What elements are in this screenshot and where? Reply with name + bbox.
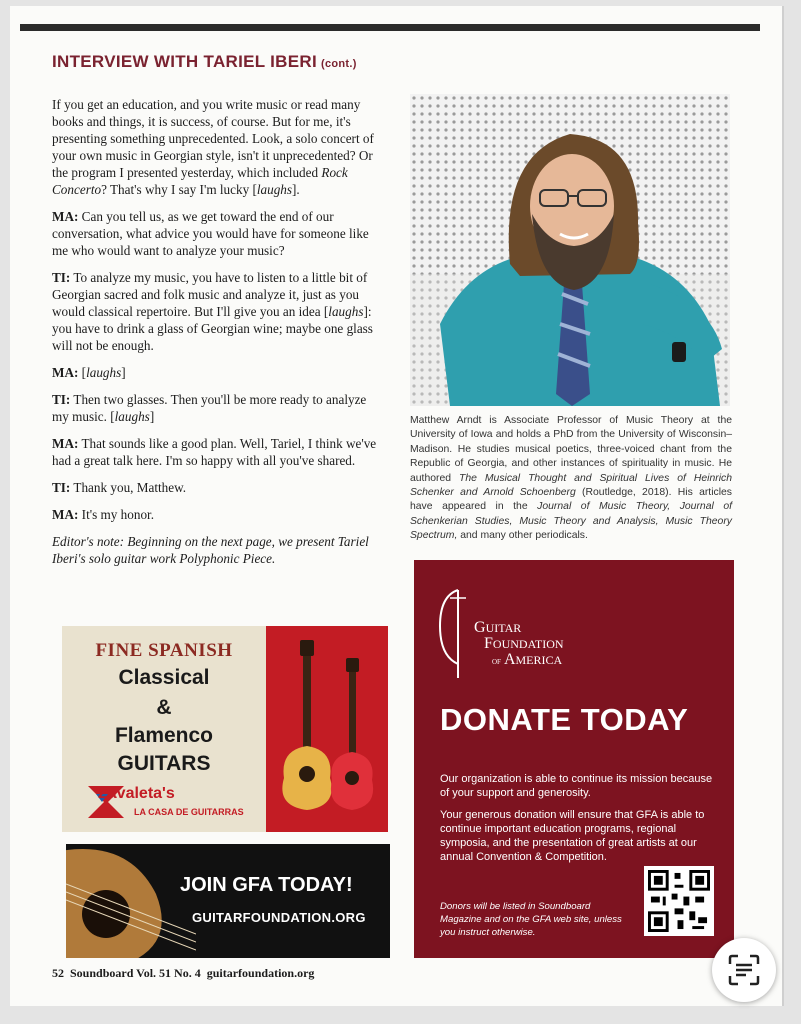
donate-note: Donors will be listed in Soundboard Magazine and on the GFA web site, unless you instruct otherwise.	[440, 901, 622, 938]
author-photo	[410, 94, 730, 406]
donate-paragraph-1: Our organization is able to continue its mission because of your support and generosity.	[440, 773, 713, 799]
gfa-wordmark: GUITAR FOUNDATION OF AMERICA	[474, 619, 564, 668]
article-paragraph: If you get an education, and you write music or read many books and things, it is success, of course. But for me, it's presenting something unprecedented. Look, a solo concert of your own music in Georgian style, isn't it unprecedented? Or the program I presented yesterday, which included Rock Concerto? That's why I say I'm lucky [laughs].	[52, 97, 374, 197]
article-paragraph: MA: It's my honor.	[52, 507, 155, 522]
ad-brand: Zavaleta's	[98, 785, 175, 802]
ad-text-panel	[62, 626, 266, 832]
article-paragraph: MA: [laughs]	[52, 365, 126, 380]
title-text: INTERVIEW WITH TARIEL IBERI	[52, 52, 317, 71]
page-title	[52, 52, 357, 72]
guitar-shop-ad[interactable]	[62, 626, 388, 832]
ad-brand-sub: LA CASA DE GUITARRAS	[134, 807, 244, 817]
text-scan-icon	[712, 938, 776, 1002]
donate-headline[interactable]: DONATE TODAY	[440, 702, 689, 737]
ad-ampersand: &	[156, 696, 172, 719]
article-paragraph: TI: Then two glasses. Then you'll be more ready to analyze my music. [laughs]	[52, 392, 367, 424]
ad-guitars: GUITARS	[117, 752, 211, 775]
page-footer: 52 Soundboard Vol. 51 No. 4 guitarfoundation.org	[52, 966, 315, 980]
donate-paragraph-2: Your generous donation will ensure that GFA is able to continue important education programs, regional symposia, and the presentation of great artists at our annual Convention & Competition.	[440, 809, 705, 863]
author-caption: Matthew Arndt is Associate Professor of Music Theory at the University of Iowa and holds a PhD from the University of Wisconsin–Madison. He studies musical poetics, three-voiced chant from the Republic of Georgia, and other instances of spirituality in music. He authored The Musical Thought and Spiritual Lives of Heinrich Schenker and Arnold Schoenberg (Routledge, 2018). His articles have appeared in the Journal of Music Theory, Journal of Schenkerian Studies, Music Theory and Analysis, Music Theory Spectrum, and many other periodicals.	[410, 415, 732, 542]
join-headline: JOIN GFA TODAY!	[180, 874, 353, 896]
editor-note: Editor's note: Beginning on the next page, we present Tariel Iberi's solo guitar work Polyphonic Piece.	[52, 534, 369, 566]
text-scan-button[interactable]	[712, 938, 776, 1002]
title-cont: (cont.)	[321, 58, 357, 70]
ad-classical: Classical	[118, 666, 210, 689]
ad-flamenco: Flamenco	[114, 724, 214, 747]
top-rule	[20, 24, 760, 31]
article-paragraph: TI: To analyze my music, you have to listen to a little bit of Georgian sacred and folk music and analyze it, just as you would classical repertoire. But I'll give you an idea [laughs]: you have to drink a glass of Georgian wine; maybe one glass will not be enough.	[52, 270, 373, 353]
article-paragraph: MA: That sounds like a good plan. Well, Tariel, I think we've had a great talk here. I'm so happy with all you've shared.	[52, 436, 377, 468]
article-paragraph: TI: Thank you, Matthew.	[52, 480, 187, 495]
article-body	[52, 96, 382, 577]
ad-guitar-image	[266, 626, 388, 832]
join-url[interactable]: GUITARFOUNDATION.ORG	[192, 910, 366, 925]
article-paragraph: MA: Can you tell us, as we get toward the end of our conversation, what advice you would have for someone like me who would want to analyze your music?	[52, 209, 369, 258]
qr-code-icon[interactable]	[644, 866, 714, 936]
join-gfa-ad[interactable]	[66, 844, 390, 958]
donate-ad[interactable]	[414, 560, 734, 958]
ad-fine-spanish: FINE SPANISH	[95, 640, 233, 661]
guitar-photo-icon	[66, 844, 196, 958]
